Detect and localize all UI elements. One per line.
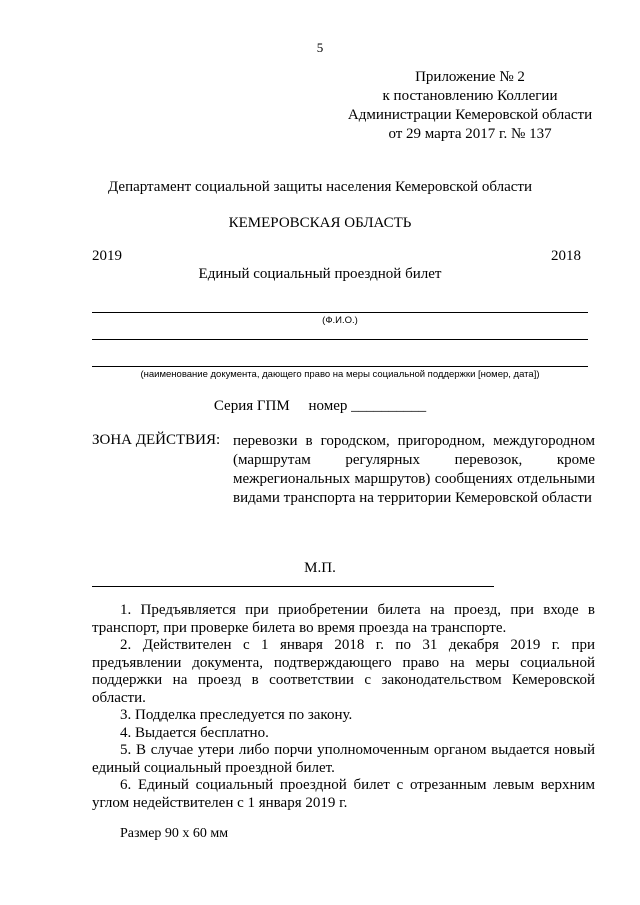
appendix-header (340, 68, 600, 144)
year-left: 2019 (92, 248, 122, 264)
appendix-line-2: к постановлению Коллегии (382, 88, 558, 104)
note-item: 6. Единый социальный проездной билет с отрезанным левым верхним углом недействителен с 1 января 2019 г. (92, 777, 595, 811)
department-title: Департамент социальной защиты населения Кемеровской области (108, 179, 532, 195)
document-line (92, 366, 588, 367)
fio-caption: (Ф.И.О.) (322, 315, 358, 326)
zone-text: перевозки в городском, пригородном, междугородном (маршрутам регулярных перевозок, кроме межрегиональных маршрутов) сообщениях отдельными видами транспорта на территории Кемеровской области (233, 433, 595, 506)
stamp-placeholder: М.П. (304, 560, 336, 576)
document-caption: (наименование документа, дающего право на меры социальной поддержки [номер, дата]) (140, 369, 540, 380)
note-item: 1. Предъявляется при приобретении билета на проезд, при входе в транспорт, при проверке билета во время проезда на транспорте. (92, 602, 595, 636)
note-item: 2. Действителен с 1 января 2018 г. по 31 декабря 2019 г. при предъявлении документа, подтверждающего право на меры социальной поддержки на проезд в соответствии с законодательством Кемеровской области. (92, 637, 595, 706)
number-blank: __________ (351, 398, 427, 414)
zone-label: ЗОНА ДЕЙСТВИЯ: (92, 432, 221, 448)
appendix-line-1: Приложение № 2 (415, 69, 525, 85)
ticket-title: Единый социальный проездной билет (198, 266, 442, 282)
number-label: номер (308, 398, 348, 414)
size-note: Размер 90 х 60 мм (120, 826, 229, 841)
series-row (0, 398, 640, 415)
appendix-line-3: Администрации Кемеровской области (347, 107, 593, 123)
note-item: 4. Выдается бесплатно. (120, 724, 269, 741)
notes-list (92, 602, 595, 812)
region-title: КЕМЕРОВСКАЯ ОБЛАСТЬ (228, 215, 412, 231)
page-number: 5 (316, 40, 324, 55)
series-label: Серия ГПМ (213, 398, 290, 414)
note-item: 3. Подделка преследуется по закону. (120, 707, 353, 723)
blank-line (92, 339, 588, 340)
year-right: 2018 (551, 248, 581, 264)
appendix-line-4: от 29 марта 2017 г. № 137 (388, 126, 552, 142)
fio-line (92, 312, 588, 313)
note-item: 5. В случае утери либо порчи уполномоченным органом выдается новый единый социальный проездной билет. (92, 742, 595, 776)
signature-line (92, 586, 494, 587)
